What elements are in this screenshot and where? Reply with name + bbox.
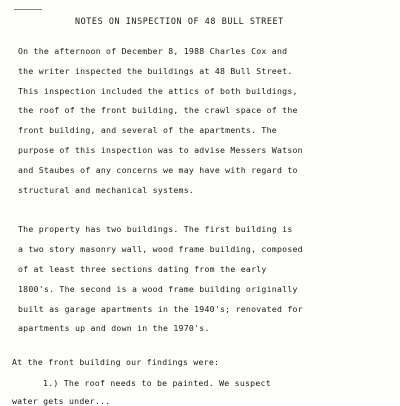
text-line: a two story masonry wall, wood frame building, composed [18, 244, 303, 254]
list-item-1: 1.) The roof needs to be painted. We suspect [43, 378, 271, 388]
text-line: the writer inspected the buildings at 48 Bull Street. [18, 66, 293, 76]
text-line: front building, and several of the apartments. The [18, 125, 277, 135]
text-line: On the afternoon of December 8, 1988 Charles Cox and [18, 46, 288, 56]
text-line: of at least three sections dating from the early [18, 264, 267, 274]
text-line: built as garage apartments in the 1940's; renovated for [18, 304, 303, 314]
header-mark [14, 9, 42, 10]
text-line: the roof of the front building, the crawl space of the [18, 105, 298, 115]
text-line: and Staubes of any concerns we may have with regard to [18, 165, 298, 175]
text-line: This inspection included the attics of both buildings, [18, 86, 298, 96]
text-line: purpose of this inspection was to advise Messers Watson [18, 145, 303, 155]
document-title: NOTES ON INSPECTION OF 48 BULL STREET [75, 16, 284, 26]
text-line: The property has two buildings. The first building is [18, 224, 293, 234]
paragraph-3: At the front building our findings were: [12, 357, 220, 367]
text-line: structural and mechanical systems. [18, 185, 195, 195]
text-line: apartments up and down in the 1970's. [18, 323, 210, 333]
list-item-1-continued: water gets under... [12, 396, 111, 406]
text-line: 1800's. The second is a wood frame building originally [18, 284, 298, 294]
